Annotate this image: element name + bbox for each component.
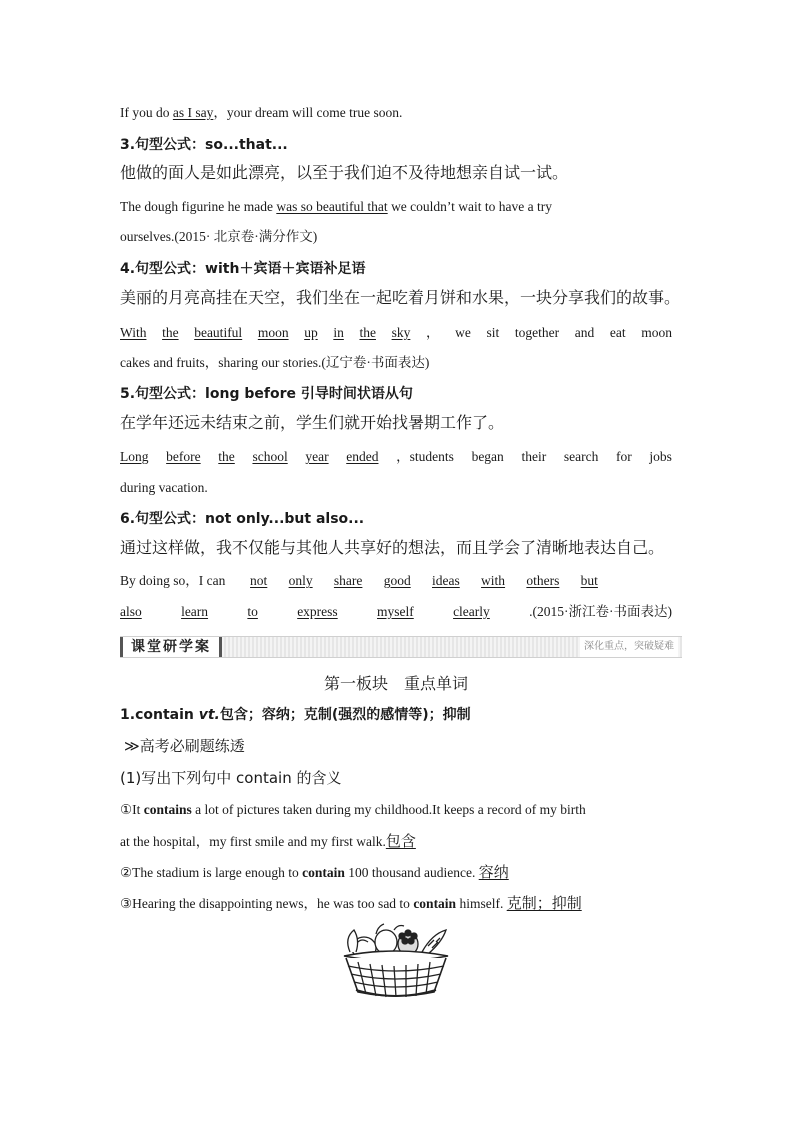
answer-word: clearly (453, 604, 490, 619)
answer-word: the (218, 449, 235, 464)
answer-word: ended (346, 449, 379, 464)
pattern-heading: 5.句型公式：long before 引导时间状语从句 (120, 386, 413, 402)
chinese-sentence: 通过这样做，我不仅能与其他人共享好的想法，而且学会了清晰地表达自己。 (120, 538, 665, 557)
sentence-source: during vacation. (120, 480, 208, 495)
item-marker: ② (120, 865, 133, 880)
example-sentence (120, 197, 672, 217)
answer-blank: as I say (172, 105, 214, 120)
example-sentence (120, 571, 598, 591)
example-sentence-justified (120, 447, 672, 467)
word-number: 1. (120, 707, 136, 723)
fruit-basket-icon (336, 922, 456, 998)
sentence-text: ，your dream will come true soon. (213, 105, 403, 120)
sentence-word: began (471, 449, 504, 464)
pattern-heading: 3.句型公式：so...that... (120, 137, 288, 153)
answer-word: others (526, 573, 560, 588)
part-of-speech: vt. (198, 707, 220, 723)
chinese-sentence: 美丽的月亮高挂在天空，我们坐在一起吃着月饼和水果，一块分享我们的故事。 (120, 288, 681, 307)
sentence-word: and (574, 325, 595, 340)
keyword: contain (413, 896, 457, 911)
exercise-sentence (120, 893, 672, 914)
sentence-source: .(2015·浙江卷·书面表达) (529, 604, 672, 619)
answer-blank: was so beautiful that (276, 199, 388, 214)
answer-word: before (166, 449, 201, 464)
section-title: 第一板块 重点单词 (323, 674, 468, 693)
sentence-text: 100 thousand audience. (344, 865, 479, 880)
sentence-word: jobs (649, 449, 672, 464)
sentence-word: together (514, 325, 560, 340)
sentence-text: at the hospital，my first smile and my first walk. (120, 834, 386, 849)
answer-word: express (297, 604, 338, 619)
answer-word: with (481, 573, 506, 588)
sentence-word: ， (425, 325, 440, 340)
answer-word: year (305, 449, 329, 464)
sentence-word: search (563, 449, 599, 464)
banner-title: 课堂研学案 (120, 637, 222, 657)
answer-word: only (288, 573, 313, 588)
answer-word: moon (257, 325, 289, 340)
answer-blank: 容纳 (478, 863, 509, 881)
keyword: contain (302, 865, 345, 880)
section-banner (120, 636, 682, 658)
sentence-word: their (521, 449, 547, 464)
word-meaning: 包含；容纳；克制(强烈的感情等)；抑制 (219, 707, 471, 723)
answer-word: up (304, 325, 318, 340)
sentence-word: ，students (396, 449, 454, 464)
banner-subtitle: 深化重点，突破疑难 (580, 637, 678, 657)
answer-word: the (359, 325, 376, 340)
answer-word: With (120, 325, 147, 340)
sentence-word: sit (486, 325, 500, 340)
sentence-word: eat (609, 325, 626, 340)
word-headword: contain (135, 707, 194, 723)
exercise-sentence (120, 831, 672, 852)
chinese-sentence: 他做的面人是如此漂亮，以至于我们迫不及待地想亲自试一试。 (120, 163, 569, 182)
answer-word: in (333, 325, 344, 340)
sentence-word: for (616, 449, 632, 464)
example-sentence-justified (120, 323, 672, 343)
answer-word: to (247, 604, 258, 619)
answer-word: learn (181, 604, 209, 619)
answer-word: but (580, 573, 598, 588)
example-sentence (120, 103, 672, 123)
answer-word: the (162, 325, 179, 340)
answer-word: share (333, 573, 363, 588)
answer-word: school (252, 449, 288, 464)
sentence-text: The stadium is large enough to (132, 865, 303, 880)
sentence-text: a lot of pictures taken during my childhood.It keeps a record of my birth (191, 802, 586, 817)
answer-word: not (250, 573, 268, 588)
example-sentence (120, 602, 672, 622)
sentence-text: If you do (120, 105, 173, 120)
sentence-text: It (132, 802, 144, 817)
word-entry-heading (120, 705, 672, 725)
answer-word: beautiful (194, 325, 243, 340)
answer-word: Long (120, 449, 149, 464)
pattern-heading: 4.句型公式：with＋宾语＋宾语补足语 (120, 261, 366, 277)
sentence-text: himself. (456, 896, 507, 911)
pattern-heading: 6.句型公式：not only...but also... (120, 511, 365, 527)
answer-blank: 克制；抑制 (506, 894, 582, 912)
sentence-text: The dough figurine he made (120, 199, 277, 214)
sentence-word: we (455, 325, 471, 340)
answer-word: also (120, 604, 142, 619)
practice-label: ≫高考必刷题练透 (124, 737, 245, 755)
answer-word: sky (391, 325, 411, 340)
keyword: contains (143, 802, 192, 817)
sentence-source: cakes and fruits，sharing our stories.(辽宁卷·书面表达) (120, 355, 430, 370)
question-label: (1)写出下列句中 contain 的含义 (120, 769, 342, 787)
answer-blank: 包含 (385, 832, 416, 850)
answer-word: good (383, 573, 411, 588)
exercise-sentence (120, 862, 672, 883)
item-marker: ③ (120, 896, 133, 911)
sentence-text: By doing so，I can (120, 573, 229, 588)
sentence-text: Hearing the disappointing news，he was too sad to (132, 896, 414, 911)
sentence-word: moon (641, 325, 672, 340)
sentence-source: ourselves.(2015· 北京卷·满分作文) (120, 229, 318, 244)
answer-word: ideas (432, 573, 460, 588)
chinese-sentence: 在学年还远未结束之前，学生们就开始找暑期工作了。 (120, 413, 505, 432)
exercise-sentence (120, 800, 672, 820)
item-marker: ① (120, 802, 133, 817)
answer-word: myself (377, 604, 414, 619)
sentence-text: we couldn’t wait to have a try (387, 199, 553, 214)
